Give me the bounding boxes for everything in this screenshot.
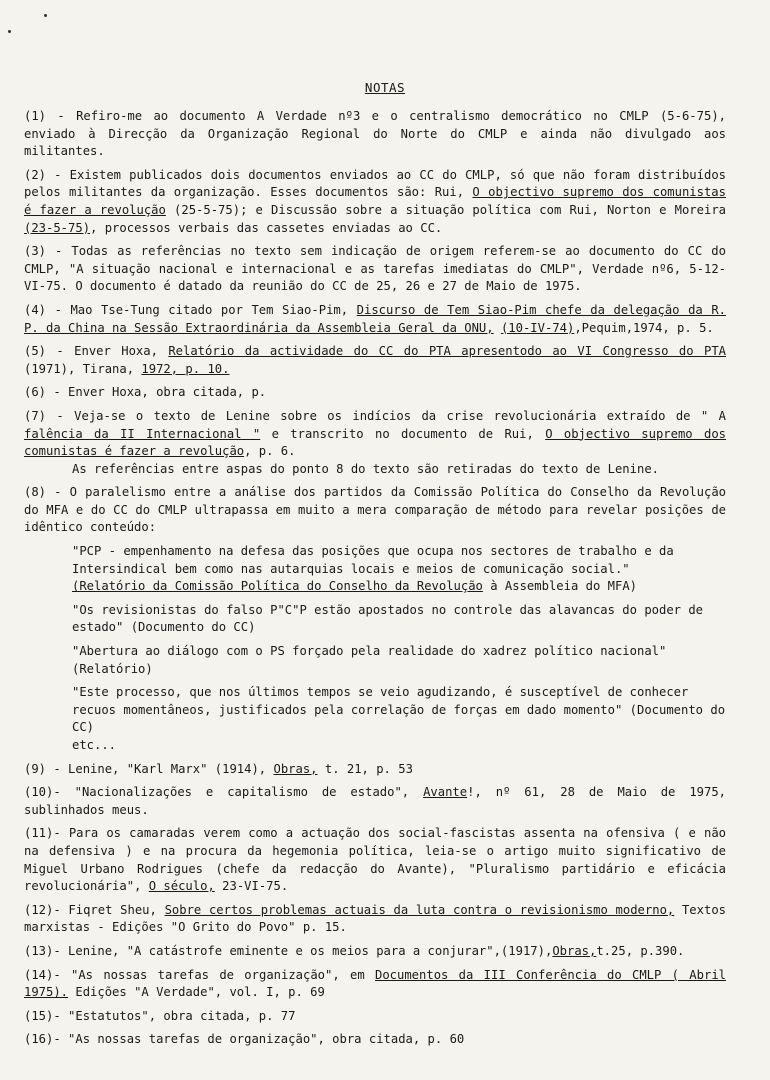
note-11: (11)- Para os camaradas verem como a actuação dos social-fascistas assenta na ofensiva ( e não na defensiva ) e na procura da hegemonia política, leia-se o artigo muito significativo de Miguel Urbano Rodrigues (chefe da redacção do Avante), "Pluralismo partidário e eficácia revolucionária", O século, 23-VI-75. bbox=[24, 826, 726, 894]
note-2: (2) - Existem publicados dois documentos enviados ao CC do CMLP, só que não foram distribuídos pelos militantes da organização. Esses documentos são: Rui, O objectivo supremo dos comunistas é fazer a revolução (25-5-75); e Discussão sobre a situação política com Rui, Norton e Moreira (23-5-75), processos verbais das cassetes enviadas ao CC. bbox=[24, 167, 726, 235]
note-15: (15)- "Estatutos", obra citada, p. 77 bbox=[24, 1008, 296, 1023]
note-6: (6) - Enver Hoxa, obra citada, p. bbox=[24, 385, 267, 400]
note-7-continuation: As referências entre aspas do ponto 8 do texto são retiradas do texto de Lenine. bbox=[72, 461, 659, 476]
quote-4: "Este processo, que nos últimos tempos se veio agudizando, é susceptível de conhecer recuos momentâneos, justificados pela correlação de forças em dado momento" (Documento do CC) etc... bbox=[72, 685, 726, 752]
note-3: (3) - Todas as referências no texto sem indicação de origem referem-se ao documento do CC do CMLP, "A situação nacional e internacional e as tarefas imediatas do CMLP", Verdade nº6, 5-12-VI-75. O documento é datado da reunião do CC de 25, 26 e 27 de Maio de 1975. bbox=[24, 244, 726, 294]
note-12: (12)- Fiqret Sheu, Sobre certos problemas actuais da luta contra o revisionismo moderno, Textos marxistas - Edições "O Grito do Povo" p. 15. bbox=[24, 902, 726, 935]
ink-speck bbox=[44, 14, 47, 17]
note-7: (7) - Veja-se o texto de Lenine sobre os indícios da crise revolucionária extraído de " A falência da II Internacional " e transcrito no documento de Rui, O objectivo supremo dos comunistas é fazer a revolução, p. 6. bbox=[24, 408, 727, 459]
note-9: (9) - Lenine, "Karl Marx" (1914), Obras, t. 21, p. 53 bbox=[24, 761, 413, 776]
note-8: (8) - O paralelismo entre a análise dos partidos da Comissão Política do Conselho da Revolução do MFA e do CC do CMLP ultrapassa em muito a mera comparação de método para revelar posições de idêntico conteúdo: bbox=[24, 485, 726, 535]
note-16: (16)- "As nossas tarefas de organização", obra citada, p. 60 bbox=[24, 1032, 465, 1047]
note-1: (1) - Refiro-me ao documento A Verdade nº3 e o centralismo democrático no CMLP (5-6-75), enviado à Direcção da Organização Regional do Norte do CMLP e ainda não divulgado aos militantes. bbox=[24, 109, 726, 159]
ink-speck bbox=[8, 30, 11, 33]
quote-3: "Abertura ao diálogo com o PS forçado pela realidade do xadrez político nacional" (Relatório) bbox=[72, 644, 667, 676]
note-13: (13)- Lenine, "A catástrofe eminente e os meios para a conjurar",(1917),Obras,t.25, p.390. bbox=[24, 943, 685, 958]
note-8-quotes bbox=[24, 543, 726, 755]
note-10: (10)- "Nacionalizações e capitalismo de estado", Avante!, nº 61, 28 de Maio de 1975, sublinhados meus. bbox=[24, 785, 727, 817]
page-title: NOTAS bbox=[364, 80, 406, 95]
note-4: (4) - Mao Tse-Tung citado por Tem Siao-Pim, Discurso de Tem Siao-Pim chefe da delegação da R. P. da China na Sessão Extraordinária da Assembleia Geral da ONU, (10-IV-74),Pequim,1974, p. 5. bbox=[24, 302, 726, 335]
note-14: (14)- "As nossas tarefas de organização", em Documentos da III Conferência do CMLP ( Abril 1975). Edições "A Verdade", vol. I, p. 69 bbox=[24, 967, 726, 1000]
note-5: (5) - Enver Hoxa, Relatório da actividade do CC do PTA apresentodo ao VI Congresso do PTA (1971), Tirana, 1972, p. 10. bbox=[24, 344, 726, 376]
quote-2: "Os revisionistas do falso P"C"P estão apostados no controle das alavancas do poder de estado" (Documento do CC) bbox=[72, 602, 704, 635]
quote-1: "PCP - empenhamento na defesa das posições que ocupa nos sectores de trabalho e da Intersindical bem como nas autarquias locais e meios de comunicação social." (Relatório da Comissão Política do Conselho da Revolução à Assembleia do MFA) bbox=[72, 544, 674, 594]
